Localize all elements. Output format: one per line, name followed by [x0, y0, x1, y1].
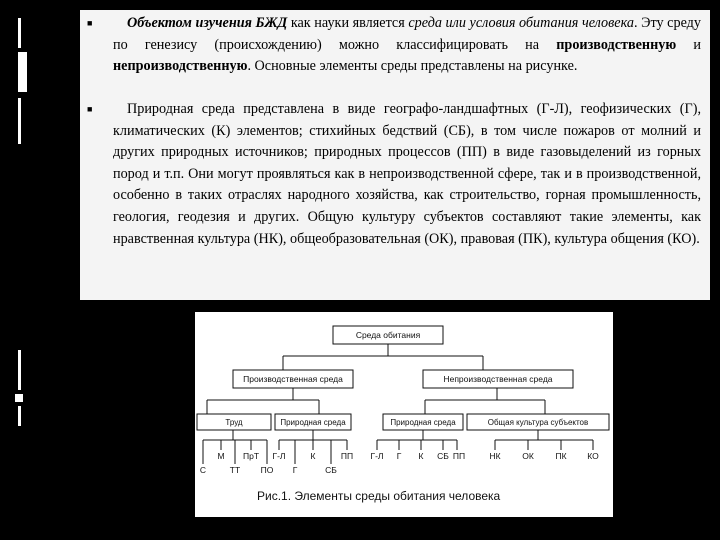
p1-text-1: как науки является: [287, 15, 409, 31]
nature-2-label: Природная среда: [390, 418, 456, 427]
p1-italic-term: среда или условия обитания человека: [408, 15, 634, 31]
diagram-caption: Рис.1. Элементы среды обитания человека: [257, 489, 501, 503]
decor-bar-3: [18, 98, 21, 144]
decor-bar-5: [18, 406, 21, 426]
p1-text-3: и: [676, 36, 701, 53]
leaf-nature2-4: ПП: [452, 451, 466, 461]
leaf-nature1-1: Г: [292, 465, 298, 475]
culture-label: Общая культура субъектов: [487, 418, 589, 427]
leaf-labor-0: С: [199, 465, 207, 475]
decor-square-1: [15, 394, 23, 402]
diagram-svg: [195, 312, 613, 517]
leaf-culture-0: НК: [489, 451, 501, 461]
p2-text: Природная среда представлена в виде географо-ландшафтных (Г-Л), геофизических (Г), климатических (К) элементов; стихийных бедствий (СБ), в том числе пожаров от молний и других природных источников; природных процессов (ПП) в виде газовыделений из горных пород и т.п. Они могут проявляться как в непроизводственной сфере, так и в производственной, особенно в таких отраслях народного хозяйства, как строительство, горная промышленность, геология, геодезия и других. Общую культуру субъектов составляют такие элементы, как нравственная культура (НК), общеобразовательная (ОК), правовая (ПК), культура общения (КО).: [113, 101, 701, 247]
decor-bar-1: [18, 18, 21, 48]
diagram-figure: [195, 312, 613, 517]
leaf-culture-1: ОК: [522, 451, 534, 461]
decor-bar-4: [18, 350, 21, 390]
decor-bar-2: [18, 52, 27, 92]
leaf-labor-2: ПрТ: [242, 451, 260, 461]
bullet-2: ■: [87, 104, 93, 114]
paragraph-1: [113, 13, 701, 78]
leaf-nature2-2: К: [418, 451, 424, 461]
p1-text-2: . Эту среду по генезису (происхождению) можно классифицировать на: [113, 15, 701, 53]
p1-text-4: . Основные элементы среды представлены на рисунке.: [247, 58, 578, 75]
leaf-nature1-2: К: [310, 451, 316, 461]
leaf-nature1-3: СБ: [325, 465, 337, 475]
p1-bold-2: непроизводственную: [113, 58, 248, 75]
paragraph-2: [113, 99, 701, 250]
leaf-nature2-0: Г-Л: [370, 451, 384, 461]
leaf-culture-2: ПК: [555, 451, 567, 461]
leaf-labor-1: М: [217, 451, 225, 461]
leaf-labor-4: ПО: [260, 465, 274, 475]
nonprod-env-label: Непроизводственная среда: [443, 374, 553, 384]
leaf-culture-3: КО: [587, 451, 599, 461]
nature-1-label: Природная среда: [280, 418, 346, 427]
leaf-nature2-1: Г: [396, 451, 402, 461]
leaf-nature1-4: ПП: [340, 451, 354, 461]
bullet-1: ■: [87, 18, 93, 28]
prod-env-label: Производственная среда: [243, 374, 343, 384]
leaf-nature1-0: Г-Л: [272, 451, 286, 461]
p1-bold-1: производственную: [556, 36, 677, 53]
root-label: Среда обитания: [355, 330, 421, 340]
object-term: Объектом изучения БЖД: [127, 15, 288, 31]
leaf-labor-3: ТТ: [229, 465, 241, 475]
labor-label: Труд: [225, 418, 243, 427]
leaf-nature2-3: СБ: [437, 451, 449, 461]
